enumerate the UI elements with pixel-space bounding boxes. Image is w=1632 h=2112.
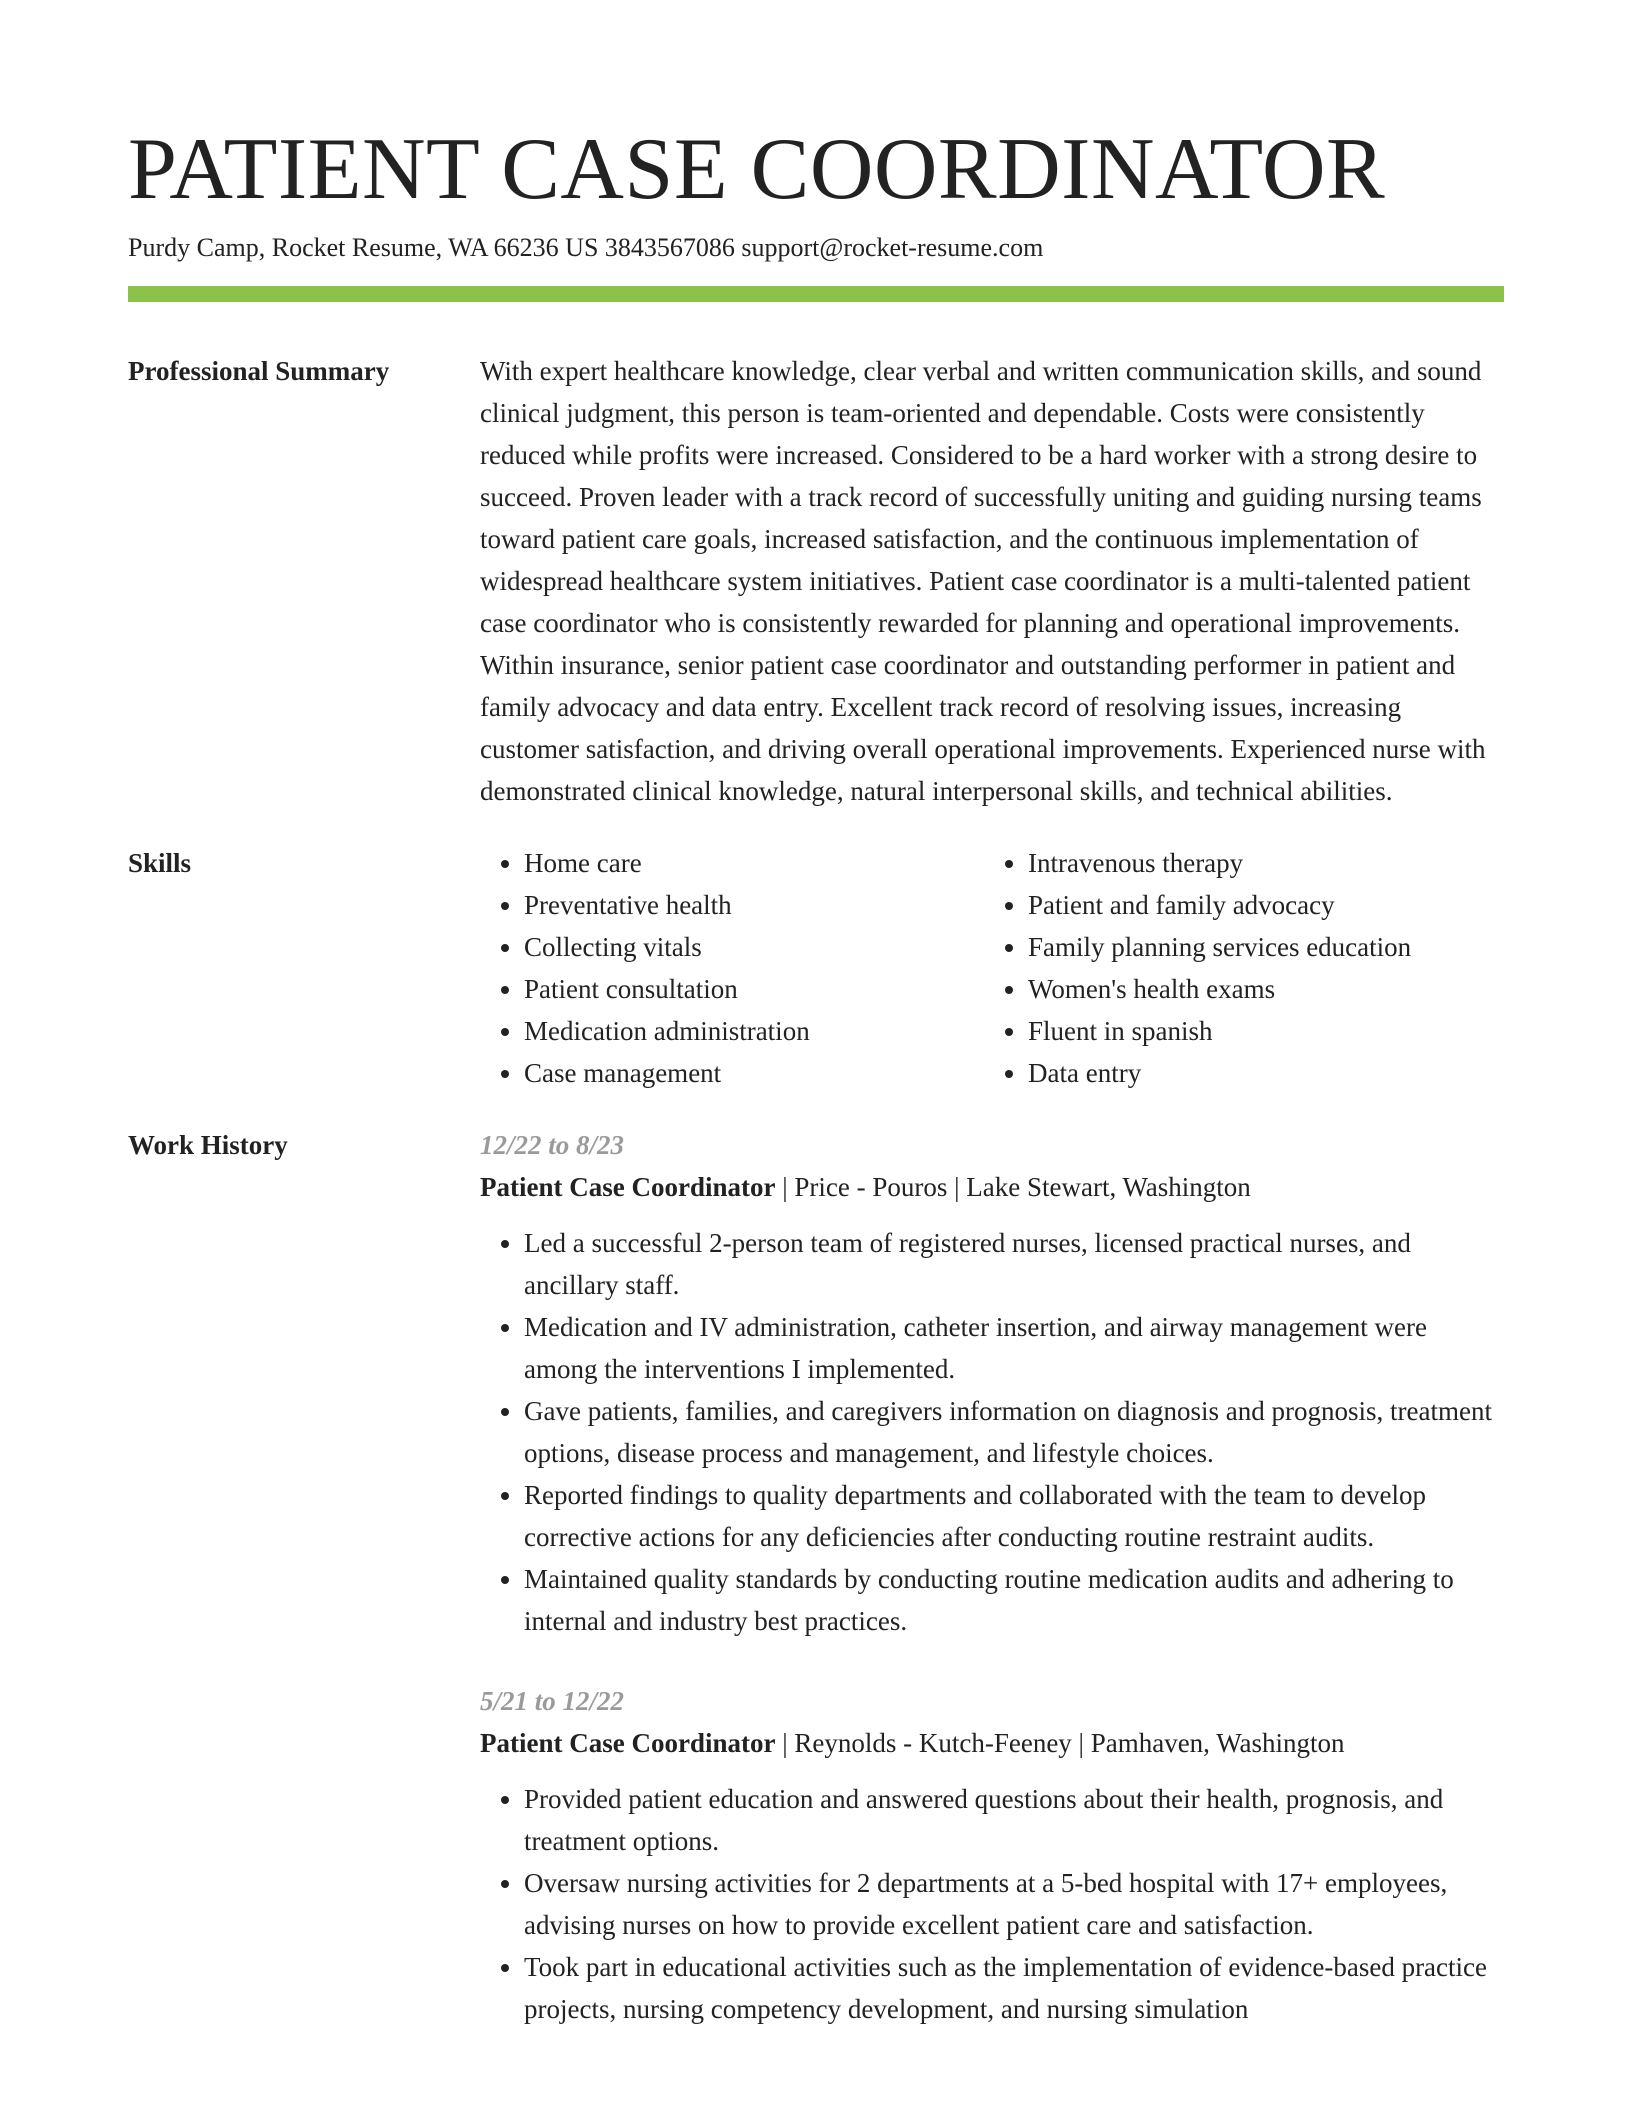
job-bullet: • Gave patients, families, and caregivers information on diagnosis and prognosis, treatment options, disease process and management, and lifestyle choices. [524, 1390, 1504, 1474]
job-bullet: • Led a successful 2-person team of registered nurses, licensed practical nurses, and ancillary staff. [524, 1222, 1504, 1306]
job-title: Patient Case Coordinator [480, 1728, 776, 1758]
job-bullets [480, 1222, 1504, 1642]
skill-item: • Patient consultation [524, 968, 984, 1010]
skills-list-right [984, 842, 1488, 1094]
skills-label: Skills [128, 848, 192, 878]
job-bullet: • Maintained quality standards by conducting routine medication audits and adhering to internal and industry best practices. [524, 1558, 1504, 1642]
job-bullet: • Medication and IV administration, catheter insertion, and airway management were among the interventions I implemented. [524, 1306, 1504, 1390]
accent-divider [128, 286, 1504, 302]
summary-body [480, 350, 1504, 812]
job-dates: 12/22 to 8/23 [480, 1130, 625, 1160]
job-employer-location: | Reynolds - Kutch-Feeney | Pamhaven, Washington [775, 1728, 1345, 1758]
job-entry [480, 1680, 1504, 2030]
skill-item: • Fluent in spanish [1028, 1010, 1488, 1052]
job-employer-location: | Price - Pouros | Lake Stewart, Washington [775, 1172, 1251, 1202]
skills-list-left [480, 842, 984, 1094]
contact-line: Purdy Camp, Rocket Resume, WA 66236 US 3843567086 support@rocket-resume.com [128, 233, 1044, 262]
job-title: Patient Case Coordinator [480, 1172, 776, 1202]
skills-section [128, 842, 1504, 1094]
job-bullet: • Reported findings to quality departments and collaborated with the team to develop corrective actions for any deficiencies after conducting routine restraint audits. [524, 1474, 1504, 1558]
skill-item: • Preventative health [524, 884, 984, 926]
job-bullet: • Provided patient education and answered questions about their health, prognosis, and treatment options. [524, 1778, 1504, 1862]
skill-item: • Collecting vitals [524, 926, 984, 968]
job-dates: 5/21 to 12/22 [480, 1686, 625, 1716]
job-entry [480, 1124, 1504, 1642]
job-bullet: • Took part in educational activities such as the implementation of evidence-based practice projects, nursing competency development, and nursing simulation [524, 1946, 1504, 2030]
summary-text: With expert healthcare knowledge, clear verbal and written communication skills, and sound clinical judgment, this person is team-oriented and dependable. Costs were consistently reduced while profits were increased. Considered to be a hard worker with a strong desire to succeed. Proven leader with a track record of successfully uniting and guiding nursing teams toward patient care goals, increased satisfaction, and the continuous implementation of widespread healthcare system initiatives. Patient case coordinator is a multi-talented patient case coordinator who is consistently rewarded for planning and operational improvements. Within insurance, senior patient case coordinator and outstanding performer in patient and family advocacy and data entry. Excellent track record of resolving issues, increasing customer satisfaction, and driving overall operational improvements. Experienced nurse with demonstrated clinical knowledge, natural interpersonal skills, and technical abilities. [480, 356, 1486, 806]
skill-item: • Data entry [1028, 1052, 1488, 1094]
resume-title: PATIENT CASE COORDINATOR [128, 121, 1386, 218]
job-bullet: • Oversaw nursing activities for 2 departments at a 5-bed hospital with 17+ employees, advising nurses on how to provide excellent patient care and satisfaction. [524, 1862, 1504, 1946]
skill-item: • Patient and family advocacy [1028, 884, 1488, 926]
summary-section [128, 350, 1504, 812]
resume-sections [128, 350, 1504, 2098]
job-heading [480, 1166, 1504, 1208]
skill-item: • Women's health exams [1028, 968, 1488, 1010]
skill-item: • Home care [524, 842, 984, 884]
skills-columns [480, 842, 1504, 1094]
skill-item: • Medication administration [524, 1010, 984, 1052]
work-history-body [480, 1124, 1504, 2068]
job-bullets [480, 1778, 1504, 2030]
work-history-label: Work History [128, 1130, 288, 1160]
skills-body [480, 842, 1504, 1094]
work-history-section [128, 1124, 1504, 2068]
skill-item: • Intravenous therapy [1028, 842, 1488, 884]
summary-label: Professional Summary [128, 356, 390, 386]
skill-item: • Family planning services education [1028, 926, 1488, 968]
skill-item: • Case management [524, 1052, 984, 1094]
job-heading [480, 1722, 1504, 1764]
